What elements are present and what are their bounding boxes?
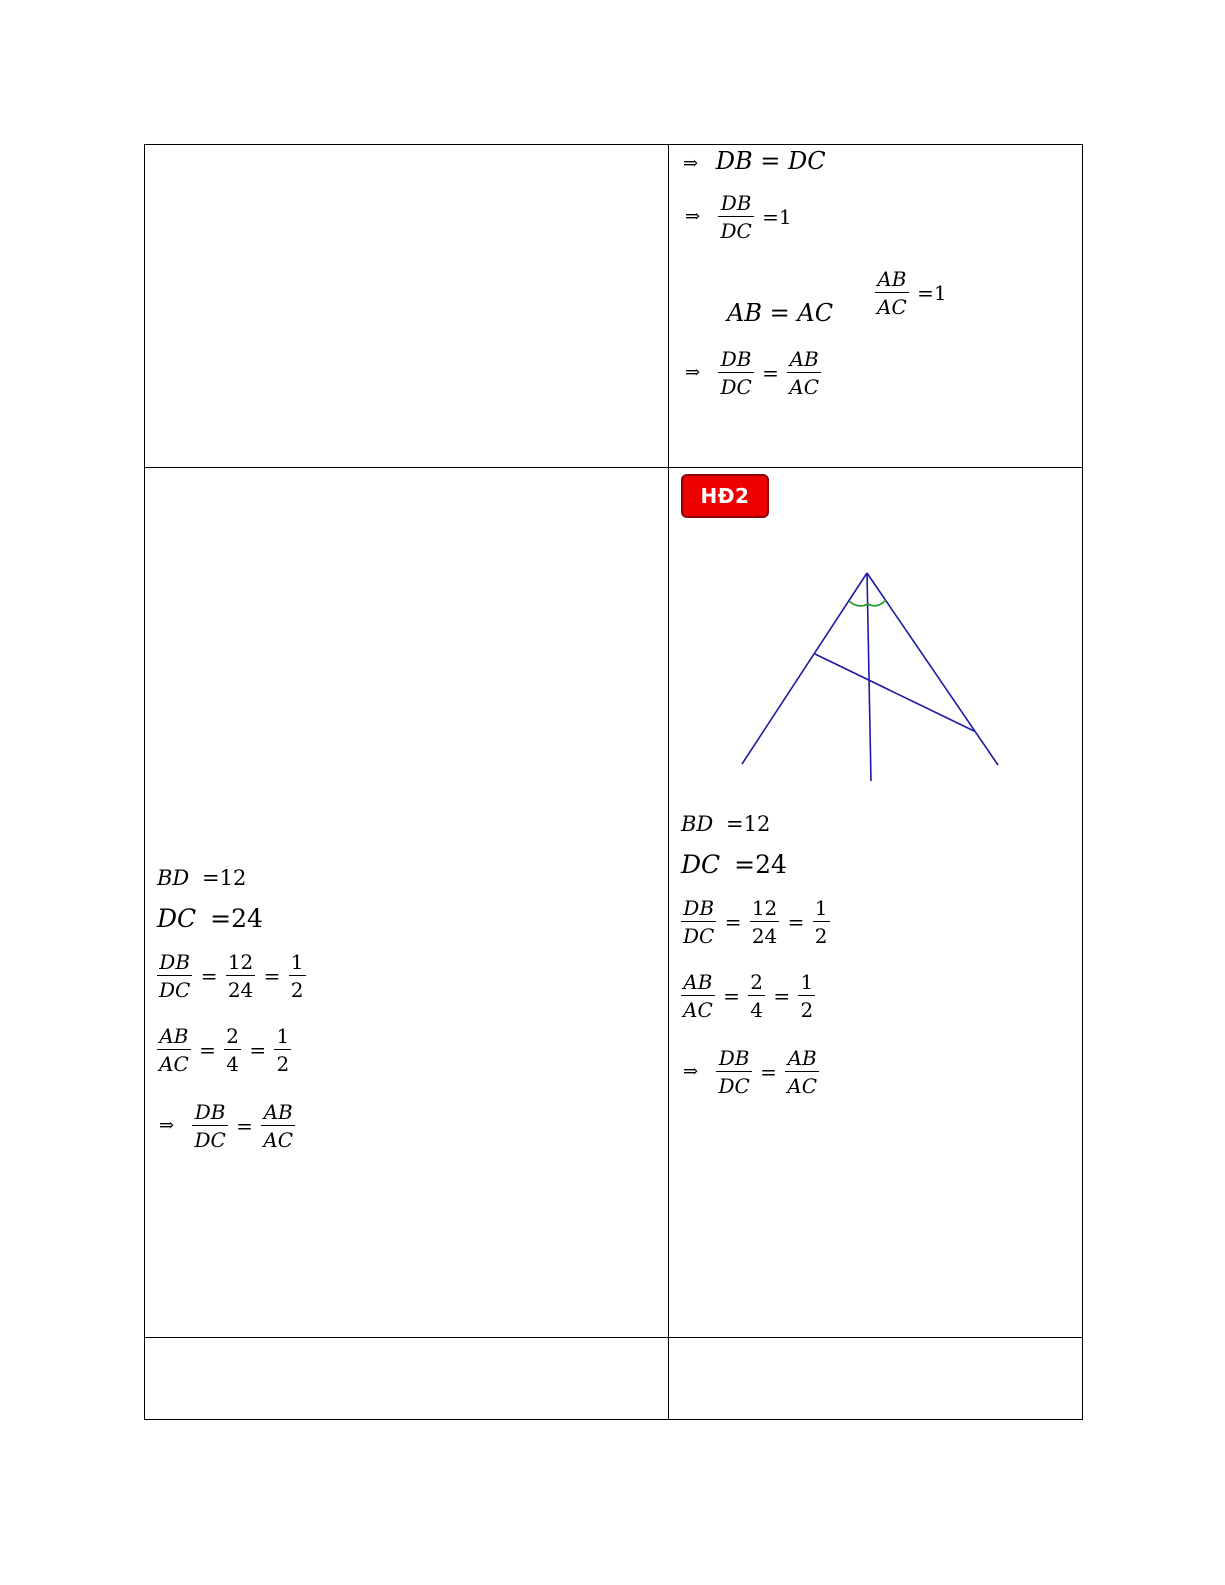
fraction: $\frac{DB}{DC}$ [718,1046,750,1098]
cell-row1-left [145,145,669,468]
fraction: $\frac{AB}{AC}$ [159,1024,189,1076]
ab-over-ac-eq-1: $\frac{AB}{AC}$ =1 [877,267,947,319]
ab-ac-ratio: $\frac{AB}{AC}$ = $\frac{2}{4}$ = $\frac{1}{2}$ [683,970,814,1022]
dc-value: DC =24 [681,850,787,879]
table-row [145,1338,1083,1420]
fraction: $\frac{DB}{DC}$ [194,1100,226,1152]
fraction: $\frac{1}{2}$ [814,896,828,948]
table-row [145,468,1083,1338]
lesson-table [144,144,1083,1420]
fraction: $\frac{12}{24}$ [227,950,254,1002]
implies-ratio-equality: ⇒ $\frac{DB}{DC}$ = $\frac{AB}{AC}$ [683,1046,818,1098]
implies-ratio-equality: ⇒ $\frac{DB}{DC}$ = $\frac{AB}{AC}$ [159,1100,294,1152]
fraction: $\frac{1}{2}$ [276,1024,290,1076]
triangle-bisector-figure [669,468,1082,798]
cell-row3-right [669,1338,1083,1420]
implies-db-over-dc-eq-1: ⇒ $\frac{DB}{DC}$ =1 [685,191,792,243]
fraction: $\frac{DB}{DC}$ [159,950,191,1002]
fraction: $\frac{2}{4}$ [750,970,763,1022]
fraction: $\frac{DB}{DC}$ [720,191,752,243]
fraction: $\frac{DB}{DC}$ [720,347,752,399]
dc-value: DC =24 [157,904,263,933]
cell-row2-left [145,468,669,1338]
fraction: $\frac{12}{24}$ [751,896,778,948]
fraction: $\frac{AB}{AC}$ [787,1046,818,1098]
fraction: $\frac{AB}{AC}$ [263,1100,294,1152]
hd2-badge[interactable]: HĐ2 [681,474,769,518]
ab-eq-ac: AB = AC [727,299,834,327]
fraction: $\frac{2}{4}$ [226,1024,239,1076]
fraction: $\frac{AB}{AC}$ [683,970,713,1022]
db-dc-ratio: $\frac{DB}{DC}$ = $\frac{12}{24}$ = $\frac{1}{2}$ [159,950,304,1002]
fraction: $\frac{AB}{AC}$ [789,347,820,399]
transversal-line [815,654,974,731]
implies-ratio-equality: ⇒ $\frac{DB}{DC}$ = $\frac{AB}{AC}$ [685,347,820,399]
db-dc-ratio: $\frac{DB}{DC}$ = $\frac{12}{24}$ = $\frac{1}{2}$ [683,896,828,948]
fraction: $\frac{AB}{AC}$ [877,267,907,319]
cell-row1-right [669,145,1083,468]
side-ac-line [867,573,998,765]
fraction: $\frac{1}{2}$ [290,950,304,1002]
side-ab-line [742,573,867,764]
ab-ac-ratio: $\frac{AB}{AC}$ = $\frac{2}{4}$ = $\frac{1}{2}$ [159,1024,290,1076]
fraction: $\frac{1}{2}$ [800,970,814,1022]
fraction: $\frac{DB}{DC}$ [683,896,715,948]
table-row [145,145,1083,468]
implies-db-eq-dc: ⇒ DB = DC [683,147,826,175]
cell-row2-right [669,468,1083,1338]
bd-value: BD =12 [157,866,247,890]
cell-row3-left [145,1338,669,1420]
bd-value: BD =12 [681,812,771,836]
